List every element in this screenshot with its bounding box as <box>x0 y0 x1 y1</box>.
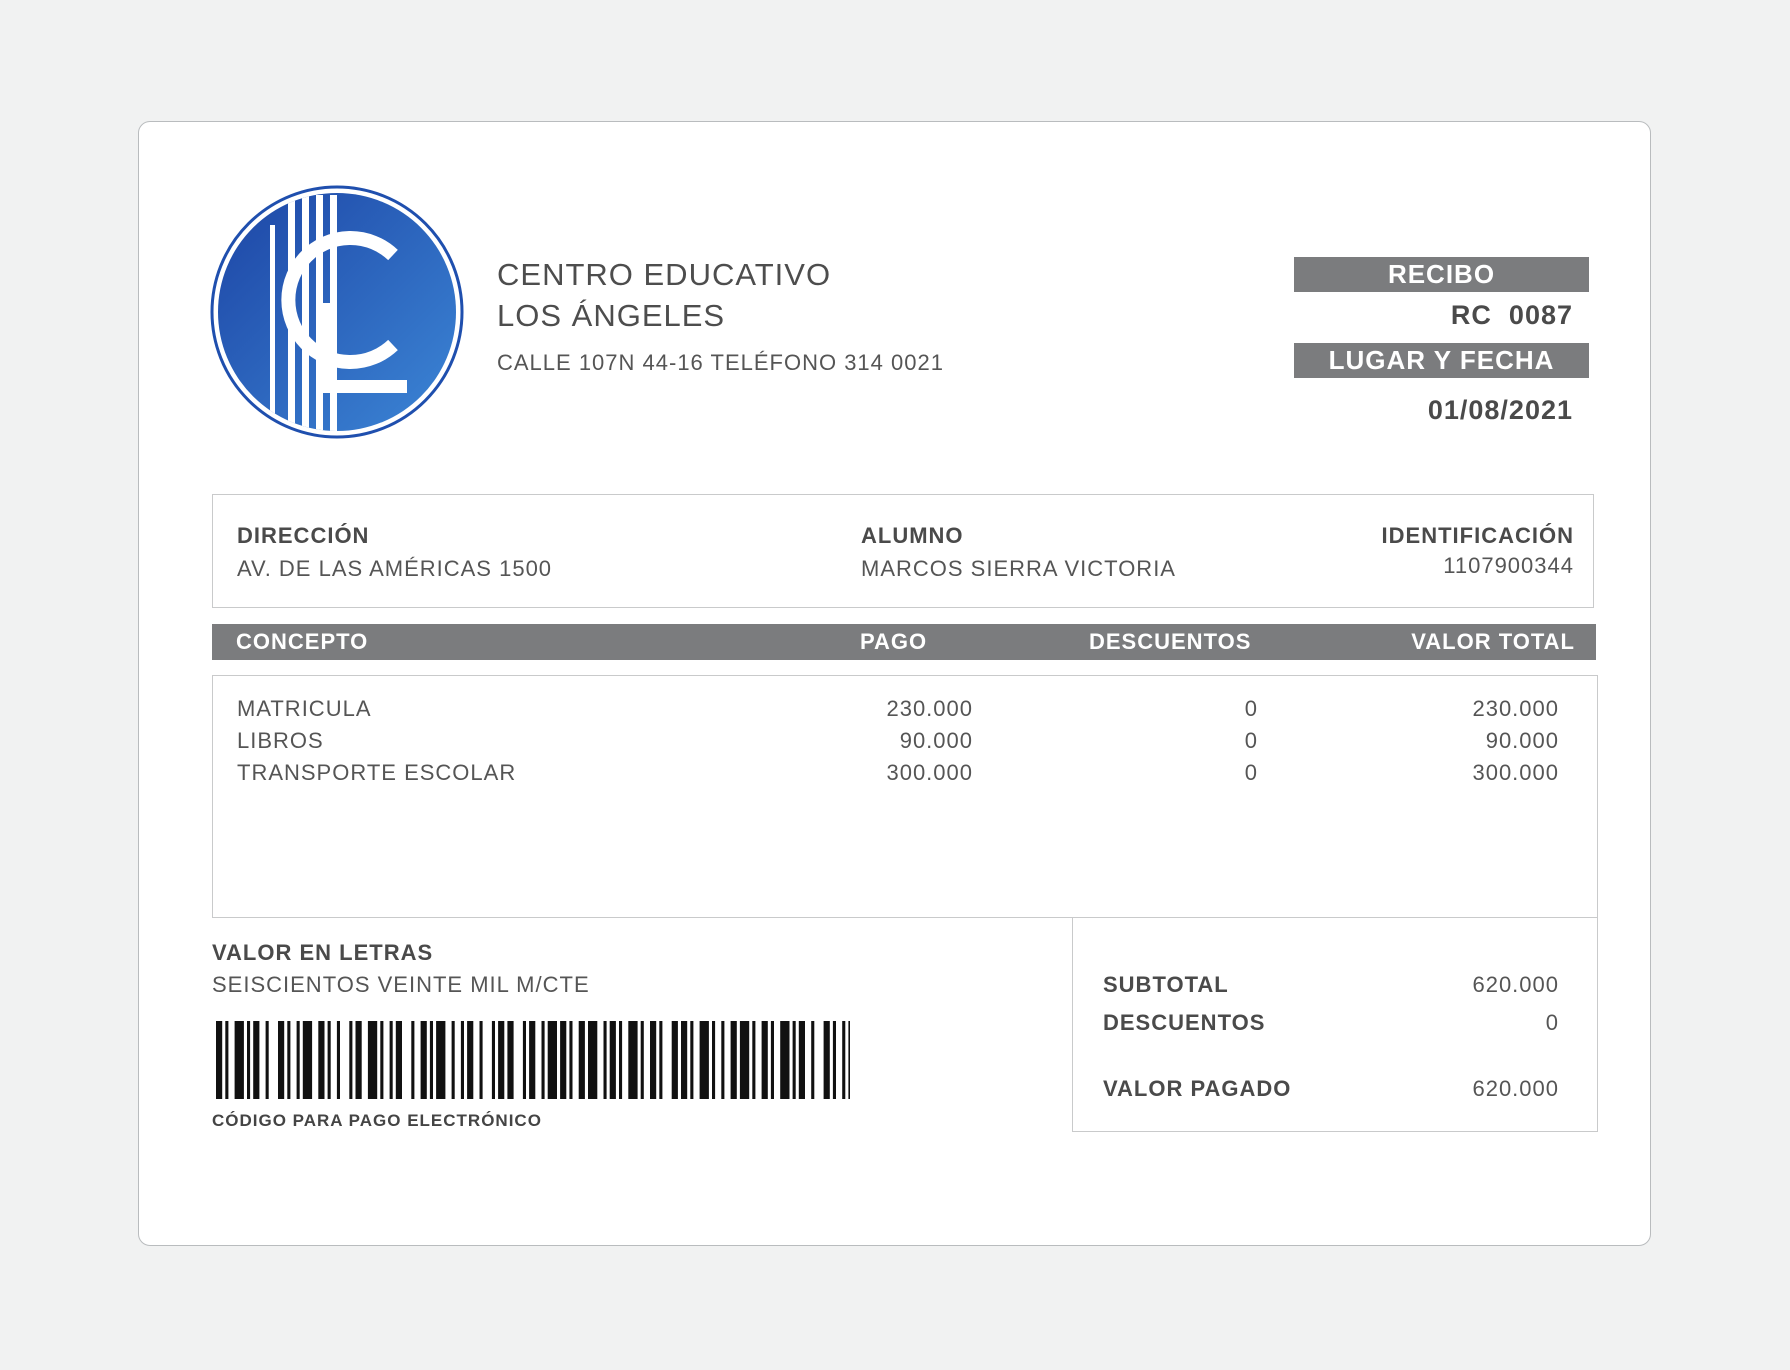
row-payment: 90.000 <box>899 728 973 753</box>
table-row <box>213 728 1597 760</box>
barcode-bar <box>253 1021 259 1099</box>
barcode-bar <box>247 1021 250 1099</box>
barcode-bar <box>762 1021 768 1099</box>
barcode-bar <box>681 1021 687 1099</box>
paid-label: VALOR PAGADO <box>1103 1076 1292 1101</box>
barcode-bar <box>619 1021 622 1099</box>
barcode-bar <box>380 1021 383 1099</box>
barcode-bar <box>780 1021 789 1099</box>
barcode-bar <box>390 1021 393 1099</box>
row-concept: MATRICULA <box>237 696 372 721</box>
barcode-bar <box>287 1021 290 1099</box>
barcode-bar <box>480 1021 483 1099</box>
barcode-bar <box>560 1021 566 1099</box>
row-payment: 300.000 <box>886 760 973 785</box>
barcode-bar <box>467 1021 473 1099</box>
barcode-bar <box>659 1021 662 1099</box>
barcode-bar <box>356 1021 362 1099</box>
id-label: IDENTIFICACIÓN <box>1381 523 1574 548</box>
address-value: AV. DE LAS AMÉRICAS 1500 <box>237 556 553 581</box>
barcode-bar <box>588 1021 597 1099</box>
address-label: DIRECCIÓN <box>237 523 370 548</box>
barcode-caption: CÓDIGO PARA PAGO ELECTRÓNICO <box>212 1111 542 1130</box>
barcode-bar <box>492 1021 495 1099</box>
school-name-line2: LOS ÁNGELES <box>497 298 726 333</box>
barcode-bar <box>452 1021 455 1099</box>
row-concept: TRANSPORTE ESCOLAR <box>237 760 517 785</box>
barcode-bar <box>690 1021 693 1099</box>
barcode-bar <box>548 1021 557 1099</box>
barcode-bar <box>833 1021 836 1099</box>
student-label: ALUMNO <box>861 523 964 548</box>
barcode-bar <box>641 1021 644 1099</box>
barcode-bar <box>430 1021 433 1099</box>
barcode-bar <box>337 1021 340 1099</box>
header-discounts: DESCUENTOS <box>1089 629 1252 654</box>
barcode-bar <box>848 1021 850 1099</box>
barcode-bar <box>396 1021 402 1099</box>
barcode-bar <box>700 1021 709 1099</box>
barcode-bar <box>610 1021 616 1099</box>
barcode-bar <box>461 1021 464 1099</box>
amount-words-label: VALOR EN LETRAS <box>212 940 434 965</box>
subtotal-value: 620.000 <box>1472 972 1559 997</box>
receipt-title: RECIBO <box>1294 257 1589 292</box>
row-discount: 0 <box>1244 760 1258 785</box>
barcode-bar <box>771 1021 774 1099</box>
totals-box <box>1072 917 1598 1132</box>
row-total: 90.000 <box>1485 728 1559 753</box>
table-row <box>213 760 1597 792</box>
place-date-label: LUGAR Y FECHA <box>1294 343 1589 378</box>
student-info-box <box>212 494 1594 608</box>
barcode-bar <box>604 1021 607 1099</box>
items-table <box>212 675 1598 918</box>
barcode-bar <box>811 1021 814 1099</box>
row-total: 230.000 <box>1472 696 1559 721</box>
barcode-bar <box>569 1021 572 1099</box>
barcode-bar <box>225 1021 228 1099</box>
barcode-bar <box>266 1021 269 1099</box>
school-address: CALLE 107N 44-16 TELÉFONO 314 0021 <box>497 350 944 375</box>
subtotal-label: SUBTOTAL <box>1103 972 1229 997</box>
barcode-bar <box>523 1021 526 1099</box>
barcode-icon <box>216 1021 850 1099</box>
barcode-bar <box>436 1021 445 1099</box>
row-concept: LIBROS <box>237 728 324 753</box>
barcode-bar <box>303 1021 312 1099</box>
discounts-value: 0 <box>1545 1010 1559 1035</box>
barcode-bar <box>752 1021 755 1099</box>
row-total: 300.000 <box>1472 760 1559 785</box>
barcode-bar <box>579 1021 585 1099</box>
barcode-bar <box>349 1021 352 1099</box>
barcode-bar <box>721 1021 724 1099</box>
header-concept: CONCEPTO <box>236 629 369 654</box>
row-discount: 0 <box>1244 696 1258 721</box>
barcode-bar <box>628 1021 637 1099</box>
barcode-bar <box>650 1021 656 1099</box>
barcode-bar <box>793 1021 796 1099</box>
barcode-bar <box>368 1021 377 1099</box>
barcode-bar <box>507 1021 513 1099</box>
barcode-bar <box>328 1021 331 1099</box>
barcode-bar <box>235 1021 244 1099</box>
barcode-bar <box>740 1021 749 1099</box>
barcode-bar <box>498 1021 504 1099</box>
barcode-bar <box>799 1021 805 1099</box>
row-discount: 0 <box>1244 728 1258 753</box>
barcode-bar <box>731 1021 737 1099</box>
barcode-bar <box>842 1021 845 1099</box>
barcode-bar <box>421 1021 427 1099</box>
receipt-date: 01/08/2021 <box>1427 395 1573 425</box>
barcode-bar <box>672 1021 678 1099</box>
barcode-bar <box>542 1021 545 1099</box>
header-payment: PAGO <box>860 629 928 654</box>
id-value: 1107900344 <box>1443 553 1574 578</box>
table-header <box>212 624 1596 660</box>
receipt-number: RC 0087 <box>1450 300 1573 330</box>
table-row <box>213 696 1597 728</box>
paid-value: 620.000 <box>1472 1076 1559 1101</box>
amount-words-value: SEISCIENTOS VEINTE MIL M/CTE <box>212 972 590 997</box>
barcode-bar <box>278 1021 284 1099</box>
barcode-bar <box>712 1021 715 1099</box>
barcode-bar <box>411 1021 414 1099</box>
barcode-bar <box>824 1021 830 1099</box>
student-value: MARCOS SIERRA VICTORIA <box>861 556 1176 581</box>
school-logo-icon <box>210 185 464 439</box>
barcode-bar <box>297 1021 300 1099</box>
school-name-line1: CENTRO EDUCATIVO <box>497 257 832 292</box>
header-total: VALOR TOTAL <box>1411 629 1575 654</box>
barcode-bar <box>529 1021 535 1099</box>
row-payment: 230.000 <box>886 696 973 721</box>
barcode-bar <box>216 1021 222 1099</box>
discounts-label: DESCUENTOS <box>1103 1010 1266 1035</box>
barcode-bar <box>318 1021 324 1099</box>
